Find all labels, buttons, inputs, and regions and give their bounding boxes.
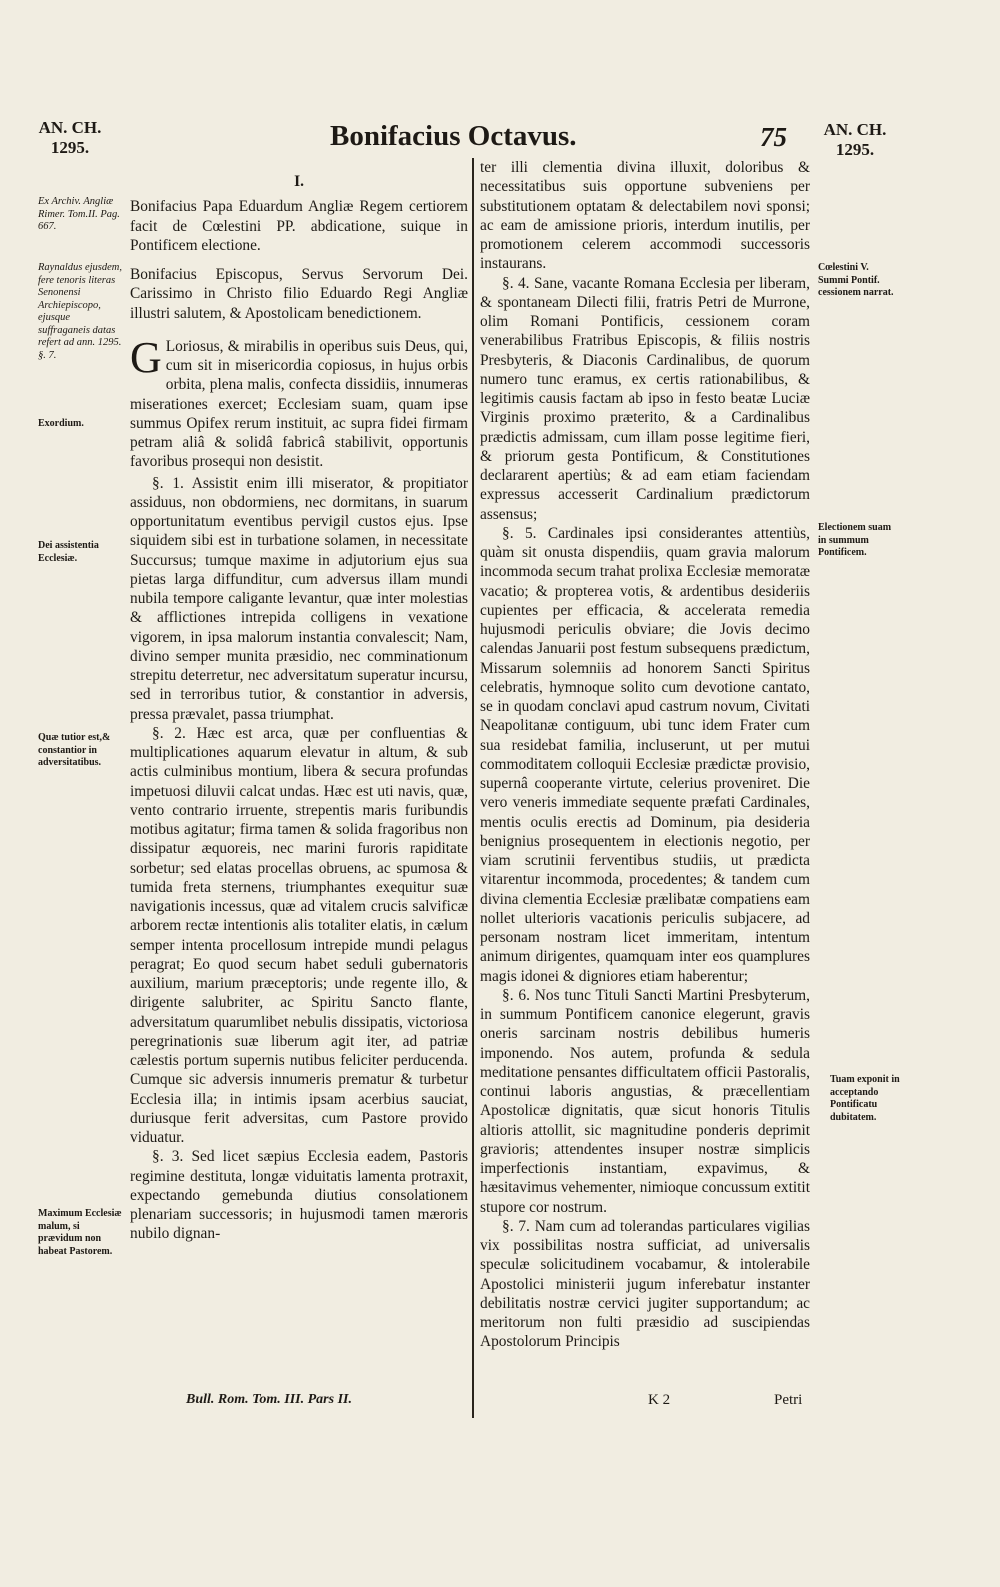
left-year-header [38,118,102,158]
year-label: AN. CH. [823,120,887,139]
left-column [130,172,468,1244]
footer-citation: Bull. Rom. Tom. III. Pars II. [186,1392,352,1407]
margin-note-source: Ex Archiv. Angliæ Rimer. Tom.II. Pag. 667. [38,196,120,232]
paragraph-section-2: §. 2. Hæc est arca, quæ per confluentias & multiplicationes aquarum elevatur in altum, & sub actis culminibus montium, libera & secura profundas impetuosi diluvii calcat undas. Hæc est uti navis, quæ, vento contrario irruente, strepentis maris furibundis motibus agitatur; firma tamen & solida fragoribus non dissipatur æquoreis, nec marini furoris rapiditate sorbetur; sed elatas procellas obruens, ac spumosa & tumida freta sternens, triumphantes exequitur suæ navigationis incessus, quæ ad vitalem crucis salvificæ arborem rectæ intentionis alis totaliter elatis, in cælum semper intenta procellosum intrepide mundi pelagus peragrat; Eo quod secum habet seduli gubernatoris auxilium, marium præceptoris; unde regente illo, & dirigente salubriter, ac Spiritu Sancto flante, adversitatum quarumlibet nebulis dissipatis, victoriosa peregrinationis suæ liberum agit iter, ad patriæ cælestis portum supernis nutibus feliciter perducenda. Cumque sic adversis innumeris prematur & turbetur Ecclesia illa; in intimis ipsam acerbius sauciat, duriusque ferit adversitas, cum Pastore provido viduatur. [130,724,468,1146]
right-column [480,158,810,1352]
margin-note-tuam-exponit: Tuam exponit in acceptando Pontificatu dubitatem. [830,1074,900,1123]
right-year-header [818,120,892,160]
signature-mark: K 2 [648,1392,671,1408]
year-label: AN. CH. [38,118,102,137]
section-number: I. [294,173,304,190]
salutation: Bonifacius Episcopus, Servus Servorum Dei. Carissimo in Christo filio Eduardo Regi Angliæ illustri salutem, & Apostolicam benedictionem. [130,266,468,322]
margin-note-maximum-malum: Maximum Ecclesiæ malum, si prævidum non habeat Pastorem. [38,1208,122,1257]
catchword: Petri [774,1392,803,1408]
year-value: 1295. [835,140,875,159]
margin-note-coelestini: Cœlestini V. Summi Pontif. cessionem narrat. [818,262,894,298]
paragraph-section-7: §. 7. Nam cum ad tolerandas particulares vigilias vix possibilitas nostra sufficiat, ad universalis speculæ solicitudinem vocabamur, & intolerabile Apostolici ministerii jugum inferebatur instanter debilitatis nostræ cervici jugiter supportandum; ac meritorum non fulti præsidio ad suscipiendas Apostolorum Principis [480,1217,810,1351]
margin-note-quae-tutior: Quæ tutior est,& constantior in adversitatibus. [38,732,111,768]
document-summary: Bonifacius Papa Eduardum Angliæ Regem certiorem facit de Cœlestini PP. abdicatione, suique in Pontificem electione. [130,198,468,254]
paragraph-section-6: §. 6. Nos tunc Tituli Sancti Martini Presbyterum, in summum Pontificem canonice elegerunt, gravis oneris sarcinam nostris debilibus humeris imponendo. Nos autem, profunda & sedula meditatione pensantes difficultatem officii Pastoralis, continui laboris angustias, & præcellentiam Apostolicæ dignitatis, quæ sicut honoris Titulis altioris attollit, sic magnitudine ponderis deprimit gravioris; attendentes insuper nostræ simplicis imperfectionis instantiam, expavimus, & hæsitavimus vehementer, nimioque concussum extitit stupore cor nostrum. [480,986,810,1216]
paragraph-continuation: ter illi clementia divina illuxit, doloribus & necessitatibus suis opportune subveniens per substitutionem optatam & delectabilem novi sponsi; ac eam de amissione prioris, interdum inutilis, per promotionem celerem accommodi successoris instaurans. [480,159,810,273]
margin-note-electionem: Electionem suam in summum Pontificem. [818,522,892,558]
column-divider [472,158,474,1418]
year-value: 1295. [50,138,90,157]
margin-note-raynaldus: Raynaldus ejusdem, fere tenoris literas Senonensi Archiepiscopo, ejusque suffraganeis datas refert ad ann. 1295. §. 7. [38,262,122,361]
margin-note-exordium: Exordium. [38,418,84,429]
page-number: 75 [760,122,787,152]
paragraph-section-5: §. 5. Cardinales ipsi considerantes attentiùs, quàm sit onusta dispendiis, quam gravia malorum incommoda secum trahat prolixa Ecclesiæ memoratæ vacatio; & propterea votis, & ardentibus desideriis cupientes per efficacia, & accelerata remedia hujusmodi periculis obviare; die Jovis decimo calendas Januarii post festum subsequens prædictum, Missarum solemniis ad honorem Sancti Spiritus celebratis, hymnoque solito cum devotione cantato, se in quodam conclavi apud castrum novum, Civitati Neapolitanæ contiguum, ubi tunc idem Frater cum sua residebat familia, incluserunt, ut per mutui commoditatem colloquii Ecclesiæ prædictæ provisio, supernâ cooperante virtute, celerius proveniret. Die vero veneris immediate sequente præfati Cardinales, mentis oculis erectis ad Dominum, pia desideria benignius prosequentem in electionis negotio, per viam scrutinii ferventibus studiis, ut prædicta vitarentur incommoda, procedentes; & tandem cum divina clementia Ecclesiæ prælibatæ compatiens eam nollet ulterioris vacationis periculis subjacere, ad personam nostram licet immeritam, intentum animum dirigentes, quamquam inter eos quamplures magis idonei & digniores etiam haberentur; [480,524,810,985]
margin-note-dei-assistentia: Dei assistentia Ecclesiæ. [38,540,99,564]
paragraph-exordium: G Loriosus, & mirabilis in operibus suis Deus, qui, cum sit in misericordia copiosus, in hujus orbis orbita, plena malis, confecta dissidiis, innumeras miserationes exercet; Ecclesiam suam, quam ipse summus Opifex rerum instituit, ac supra fidei firmam petram aliâ & solidâ fabricâ stabilivit, opportunis favoribus prosequi non desistit. [130,332,468,471]
dropcap: G [130,332,162,382]
paragraph-section-1: §. 1. Assistit enim illi miserator, & propitiator assiduus, non obdormiens, nec dormitans, in suarum opportunitatum eventibus pervigil custos ejus. Ipse siquidem sibi est in turbatione solamen, in necessitate Succursus; tumque maxime in adjutorium ejus sua pietas larga diffunditur, cum adversus illam mundi nubila tempore caligante levantur, quæ inter molestias & afflictiones intrepida colligens in vexatione vigorem, in ipsa malorum instantia convalescit; Nam, divino semper munita præsidio, nec comminationum strepitu deterretur, nec adversitatum superatur incursu, sed in terroribus tutior, & constantior in adversis, pressa prævalet, passa triumphat. [130,474,468,723]
page-title: Bonifacius Octavus. [330,120,577,152]
paragraph-section-3: §. 3. Sed licet sæpius Ecclesia eadem, Pastoris regimine destituta, longæ viduitatis lamenta protraxit, expectando gemebunda diutius consolationem plenariam successoris; in hujusmodi tamen mæroris nubilo dignan- [130,1148,468,1243]
paragraph-section-4: §. 4. Sane, vacante Romana Ecclesia per liberam, & spontaneam Dilecti filii, fratris Petri de Murrone, olim Romani Pontificis, cessionem coram venerabilibus Fratribus Episcopis, & filiis nostris Presbyteris, & Diaconis Cardinalibus, de quorum numero tunc eramus, ex certis rationabilibus, & legitimis causis factam ab ipso in festo beatæ Luciæ Virginis proximo præterito, & a Cardinalibus prædictis admissam, cum illam posse legitime fieri, & priorum gesta Pontificum, & Constitutiones declararent apertiùs; & ad eam etiam faciendam expressus accesserit Cardinalium prædictorum assensus; [480,274,810,523]
